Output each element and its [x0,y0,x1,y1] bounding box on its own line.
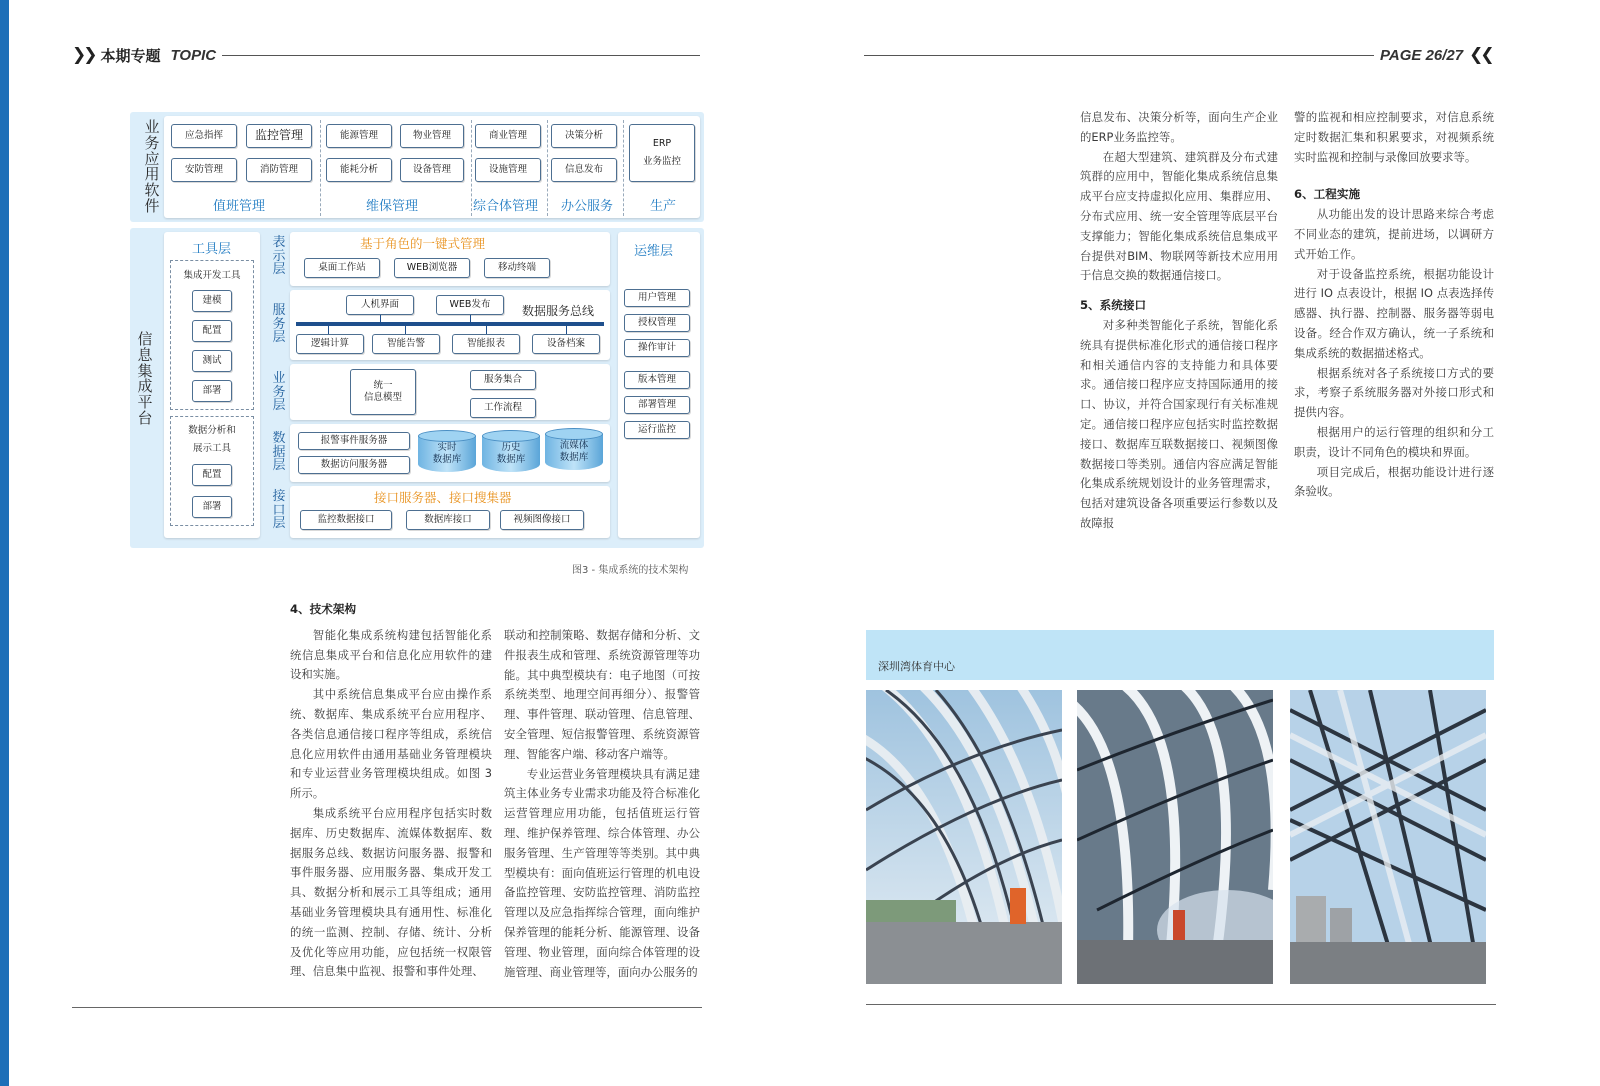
ops-box: 运行监控 [624,421,690,439]
presentation-box: WEB浏览器 [394,258,470,278]
section-heading: 4、技术架构 [290,602,357,616]
interface-box: 监控数据接口 [300,510,392,530]
paragraph: 专业运营业务管理模块具有满足建筑主体业务专业需求功能及符合标准化运营管理应用功能，包括值班运行管理、维护保养管理、综合体管理、办公服务管理、生产管理等等类别。其中典型模块有：面向值班运行管理的机电设备监控管理、安防监控管理、消防监控管理以及应急指挥综合管理，面向维护保养管理的能耗分析、能源管理、设备管理、物业管理，面向综合体管理的设施管理、商业管理等，面向办公服务的 [504,766,700,979]
business-box: 工作流程 [470,398,536,418]
photo-caption-band [866,630,1494,680]
tool-box: 测试 [192,350,232,372]
divider [547,120,548,216]
paragraph: 项目完成后，根据功能设计进行逐条验收。 [1294,464,1494,499]
app-box: 安防管理 [171,158,237,182]
header-rule-right [864,55,1374,56]
service-box: 智能报表 [452,334,520,354]
paragraph: 对多种类智能化子系统，智能化系统具有提供标准化形式的通信接口程序和相关通信内容的支持能力和具体要求。通信接口程序应支持国际通用的接口、协议，并符合国家现行有关标准规定。通信接口程序应包括实时监控数据接口、数据库互联数据接口、视频图像数据接口等类别。通信内容应满足智能化集成系统规划设计的业务管理需求，包括对建筑设备各项重要运行参数以及故障报 [1080,317,1278,530]
business-box: 服务集合 [470,370,536,390]
interface-box: 视频图像接口 [500,510,584,530]
stadium-photo-2 [1077,690,1273,984]
paragraph: 信息发布、决策分析等，面向生产企业的ERP业务监控等。 [1080,110,1278,144]
header-right [1380,44,1492,66]
app-box: 能耗分析 [326,158,392,182]
paragraph: 警的监视和相应控制要求，对信息系统定时数据汇集和积累要求，对视频系统实时监视和控制与录像回放要求等。 [1294,110,1494,164]
app-box: 决策分析 [551,124,617,148]
db-label: 数据库 [432,454,462,466]
ops-box: 操作审计 [624,339,690,357]
divider [320,120,321,216]
bus-connector [405,325,406,334]
divider [471,120,472,216]
data-server-box: 报警事件服务器 [298,432,410,450]
layer-label-service: 服务层 [272,303,286,346]
paragraph: 联动和控制策略、数据存储和分析、文件报表生成和管理、系统资源管理等功能。其中典型模块有：电子地图（可按系统类型、地理空间再细分）、报警管理、事件管理、联动管理、信息管理、安全管理、短信报警管理、系统资源管理、智能客户端、移动客户端等。 [504,628,700,761]
presentation-title: 基于角色的一键式管理 [360,236,486,251]
model-line2: 信息模型 [363,392,402,403]
article-col-2 [504,626,700,982]
header-left [72,44,216,66]
stadium-photo-3 [1290,690,1486,984]
layer-label-interface: 接口层 [272,489,286,532]
tool-group-1-title: 集成开发工具 [183,270,241,281]
section-heading: 5、系统接口 [1080,298,1147,313]
double-chevron-left-icon: ❮❮ [1469,45,1492,65]
stadium-photo-3-image [1290,690,1486,984]
tool-box: 建模 [192,290,232,312]
interface-title: 接口服务器、接口搜集器 [374,490,512,505]
app-box: 监控管理 [246,124,312,148]
ops-box: 授权管理 [624,314,690,332]
ops-title: 运维层 [634,244,674,259]
page-spine-bar [0,0,9,1086]
tool-box: 配置 [192,464,232,486]
erp-line2: 业务监控 [642,156,681,167]
tool-box: 部署 [192,380,232,402]
figure-caption: 图3 - 集成系统的技术架构 [572,565,689,576]
stadium-photo-2-image [1077,690,1273,984]
db-label: 历史 [501,442,521,453]
service-box: 智能告警 [372,334,440,354]
header-rule-left [222,55,700,56]
db-label: 实时 [437,442,457,453]
service-box: 设备档案 [532,334,600,354]
paragraph: 从功能出发的设计思路来综合考虑不同业态的建筑，提前进场，以调研方式开始工作。 [1294,207,1494,261]
app-box: 商业管理 [475,124,541,148]
layer-label-data: 数据层 [272,431,286,474]
section-title: 本期专题 [100,46,161,65]
app-box: 设施管理 [475,158,541,182]
paragraph: 在超大型建筑、建筑群及分布式建筑群的应用中，智能化集成系统信息集成平台应支持虚拟化应用、集群应用、分布式应用、统一安全管理等底层平台支撑能力；智能化集成系统信息集成平台提供对BIM、物联网等新技术应用用于信息交换的数据通信接口。 [1080,149,1278,283]
stadium-photo-1-image [866,690,1062,984]
presentation-box: 桌面工作站 [304,258,380,278]
divider [623,120,624,216]
tool-group-2-title-2: 展示工具 [192,443,231,454]
platform-label: 信息集成平台 [137,330,153,427]
ops-box: 版本管理 [624,371,690,389]
bus-connector [470,315,471,323]
bus-connector [380,315,381,323]
section-topic: TOPIC [170,46,217,64]
database-icon [482,430,540,476]
service-box: 人机界面 [346,295,414,315]
app-software-label: 业务应用软件 [144,118,160,215]
tool-group-2-title-1: 数据分析和 [188,425,236,436]
footer-rule-right [866,1004,1496,1005]
presentation-box: 移动终端 [484,258,550,278]
business-panel [290,364,610,420]
db-label: 流媒体 [559,440,589,451]
app-box: 物业管理 [400,124,464,148]
stadium-photo-1 [866,690,1062,984]
service-box: 逻辑计算 [296,334,364,354]
database-icon [545,428,603,474]
double-chevron-right-icon: ❯❯ [72,45,95,65]
model-line1: 统一 [373,379,393,391]
paragraph: 根据系统对各子系统接口方式的要求，考察子系统服务器对外接口形式和提供内容。 [1294,365,1494,420]
tool-box: 配置 [192,320,232,342]
layer-label-presentation: 表示层 [272,235,286,278]
paragraph: 对于设备监控系统，根据功能设计进行 IO 点表设计，根据 IO 点表选择传感器、执行器、控制器、服务器等弱电设备。经合作双方确认，统一子系统和集成系统的数据描述格式。 [1294,266,1494,360]
paragraph: 集成系统平台应用程序包括实时数据库、历史数据库、流媒体数据库、数据服务总线、数据访问服务器、报警和事件服务器、应用服务器、集成开发工具、数据分析和展示工具等组成；通用基础业务管理模块具有通用性、标准化的统一监测、控制、存储、统计、分析及优化等应用功能，应包括统一权限管理、信息集中监视、报警和事件处理、 [290,805,492,979]
app-box: 信息发布 [551,158,617,182]
article-col-4 [1294,108,1494,502]
photo-title: 深圳湾体育中心 [878,660,955,673]
tool-box: 部署 [192,496,232,518]
paragraph: 其中系统信息集成平台应由操作系统、数据库、集成系统平台应用程序、各类信息通信接口程序等组成，系统信息化应用软件由通用基础业务管理模块和专业运营业务管理模块组成。如图 3 所示。 [290,687,492,801]
paragraph: 智能化集成系统构建包括智能化系统信息集成平台和信息化应用软件的建设和实施。 [290,627,492,682]
business-box-model [350,369,416,415]
database-icon [418,430,476,476]
top-caption: 值班管理 [213,199,266,214]
page-number: PAGE 26/27 [1380,46,1464,64]
article-col-1 [290,600,492,982]
top-caption: 办公服务 [561,199,614,214]
layer-label-business: 业务层 [272,371,286,414]
ops-box: 用户管理 [624,289,690,307]
paragraph: 根据用户的运行管理的组织和分工职责，设计不同角色的模块和界面。 [1294,424,1494,459]
app-box: 应急指挥 [171,124,237,148]
app-box: 设备管理 [400,158,464,182]
architecture-diagram [130,112,704,548]
article-col-3 [1080,108,1278,534]
app-box: 能源管理 [326,124,392,148]
section-heading: 6、工程实施 [1294,187,1361,202]
bus-connector [486,325,487,334]
erp-line1: ERP [652,137,672,149]
data-service-bus [296,322,604,326]
db-label: 数据库 [559,452,589,464]
data-server-box: 数据访问服务器 [298,456,410,474]
top-caption: 维保管理 [366,199,419,214]
top-caption: 综合体管理 [473,199,539,214]
bus-label: 数据服务总线 [522,304,595,318]
bus-connector [328,325,329,334]
service-box: WEB发布 [436,295,504,315]
interface-box: 数据库接口 [406,510,490,530]
db-label: 数据库 [496,454,526,466]
app-box: 消防管理 [246,158,312,182]
ops-box: 部署管理 [624,396,690,414]
tool-layer-title: 工具层 [192,242,232,257]
app-box-erp [629,124,695,182]
bus-connector [566,325,567,334]
footer-rule-left [72,1007,702,1008]
top-caption: 生产 [650,199,677,214]
